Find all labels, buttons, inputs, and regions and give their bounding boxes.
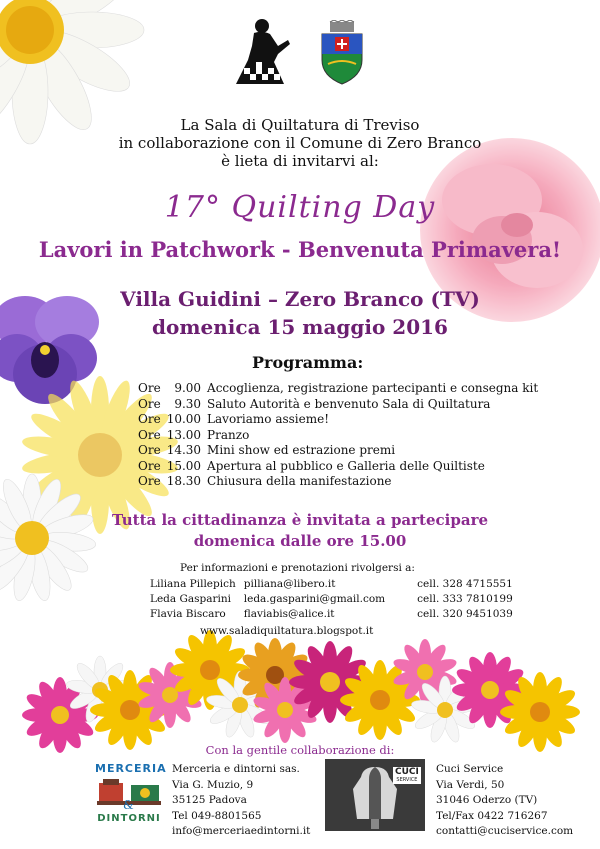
contact-phone: cell. 333 7810199 [417,593,513,605]
program-item [138,459,544,475]
program-ore: Ore [138,474,161,488]
flower-band [22,630,580,753]
cuci-service-logo [325,759,425,831]
program-ore: Ore [138,443,161,457]
venue: Villa Guidini – Zero Branco (TV) [120,287,480,311]
event-date: domenica 15 maggio 2016 [152,315,448,339]
event-title: 17° Quilting Day [164,190,436,225]
program-ore: Ore [138,381,161,395]
program-desc: Pranzo [207,427,250,442]
logo-text: CUCI [395,767,419,777]
logo-badge [393,767,421,784]
intro-line: La Sala di Quiltatura di Treviso [180,116,420,134]
collab-heading: Con la gentile collaborazione di: [205,743,395,757]
website-link[interactable]: www.saladiquiltatura.blogspot.it [200,625,374,637]
program-desc: Lavoriamo assieme! [207,412,330,426]
program-time: 18.30 [166,474,202,488]
program-item [138,397,544,413]
program-item [138,428,544,444]
logo-text: & [123,798,134,812]
invite-line: domenica dalle ore 15.00 [193,532,407,550]
info-heading: Per informazioni e prenotazioni rivolgersi a: [180,562,415,574]
logo-text: DINTORNI [97,813,161,824]
sponsor-line: Via Verdi, 50 [436,778,505,791]
sponsor-line: Cuci Service [436,763,504,775]
program-ore: Ore [138,458,161,473]
sponsor-line: 35125 Padova [172,794,247,806]
program-time: 9.00 [174,381,202,395]
program-ore: Ore [138,412,161,426]
program-list [138,381,544,490]
quilter-silhouette-icon [228,18,296,88]
sponsor-line: Via G. Muzio, 9 [172,778,254,791]
logo-text: MERCERIA [95,762,167,775]
event-subtitle: Lavori in Patchwork - Benvenuta Primavera! [38,237,562,262]
program-time: 9.30 [174,396,202,411]
program-item [138,412,544,428]
contact-phone: cell. 320 9451039 [417,608,513,620]
contact-row [150,607,521,622]
program-item [138,474,544,490]
pansy-icon [0,296,99,404]
contact-email[interactable]: leda.gasparini@gmail.com [243,593,386,605]
contact-email[interactable]: pilliana@libero.it [243,578,336,590]
program-time: 14.30 [166,443,202,457]
contact-phone: cell. 328 4715551 [417,578,513,590]
logo-text: SERVICE [396,777,418,783]
contact-name: Liliana Pillepich [150,578,236,590]
sponsor-line: Tel 049-8801565 [172,809,262,822]
coat-of-arms-icon [318,20,366,86]
program-desc: Apertura al pubblico e Galleria delle Quiltiste [207,458,485,473]
sponsor-line: 31046 Oderzo (TV) [436,794,538,806]
sponsor-line: Tel/Fax 0422 716267 [436,809,548,822]
intro-text [0,116,600,170]
program-title: Programma: [252,353,364,372]
contact-row [150,577,521,592]
contact-email[interactable]: flaviabis@alice.it [243,608,335,620]
sponsor-1-details [172,762,310,840]
sponsor-line[interactable]: info@merceriaedintorni.it [172,825,311,837]
intro-line: è lieta di invitarvi al: [221,152,379,170]
invite-line: Tutta la cittadinanza è invitata a partecipare [111,511,489,529]
program-desc: Chiusura della manifestazione [207,474,392,488]
merceria-logo [95,762,167,832]
program-item [138,443,544,459]
invite-block [0,510,600,552]
sponsor-line[interactable]: contatti@cuciservice.com [436,825,574,837]
program-time: 13.00 [166,427,202,442]
program-desc: Accoglienza, registrazione partecipanti e consegna kit [207,381,539,395]
contact-row [150,592,521,607]
program-time: 10.00 [166,412,202,426]
contact-name: Flavia Biscaro [150,608,226,620]
contact-list [150,577,521,622]
program-desc: Mini show ed estrazione premi [207,443,396,457]
program-item [138,381,544,397]
sponsor-2-details [436,762,573,840]
program-time: 15.00 [166,458,202,473]
program-ore: Ore [138,396,161,411]
program-ore: Ore [138,427,161,442]
sponsor-line: Merceria e dintorni sas. [172,763,300,775]
program-desc: Saluto Autorità e benvenuto Sala di Quiltatura [207,396,491,411]
intro-line: in collaborazione con il Comune di Zero Branco [118,134,482,152]
contact-name: Leda Gasparini [150,593,232,605]
